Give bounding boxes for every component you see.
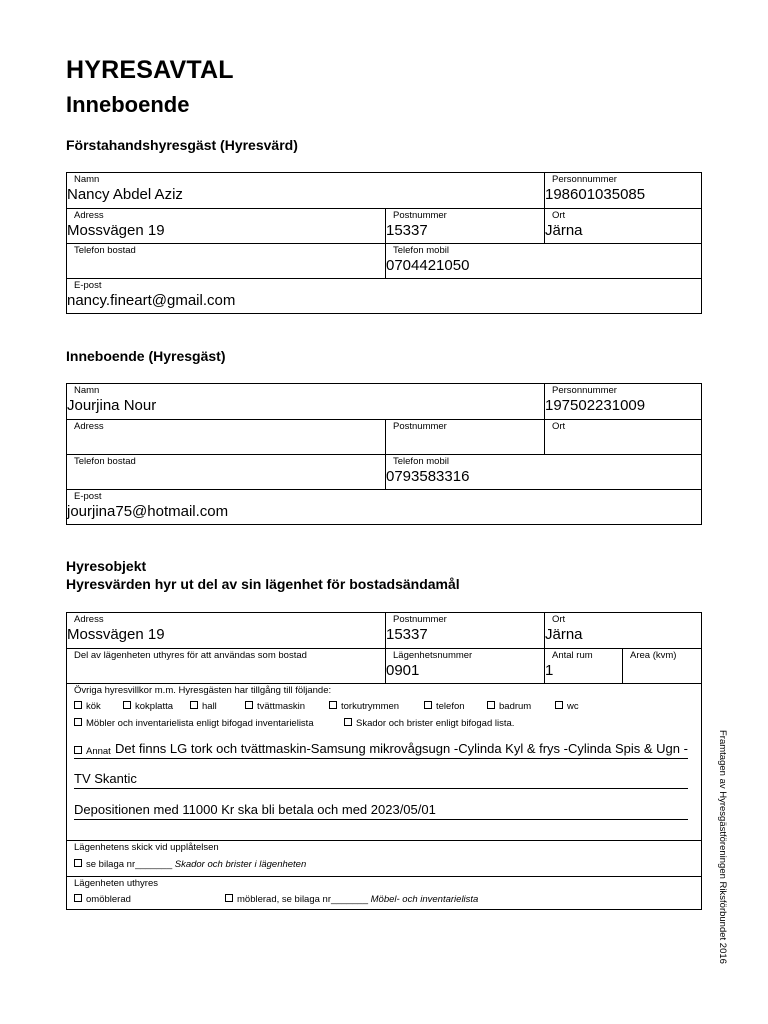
checkbox-icon	[329, 701, 337, 709]
object-ort-cell[interactable]	[544, 613, 701, 648]
option-row2-0[interactable]	[74, 718, 314, 729]
label-telefon-bostad: Telefon bostad	[74, 456, 136, 467]
tenant-name: Jourjina Nour	[67, 397, 157, 414]
label-epost: E-post	[74, 280, 102, 291]
landlord-heading: Förstahandshyresgäst (Hyresvärd)	[66, 137, 298, 153]
option-label: badrum	[499, 701, 532, 712]
checkbox-icon	[344, 718, 352, 726]
landlord-name-cell[interactable]	[67, 173, 544, 208]
annat-option[interactable]	[74, 746, 111, 757]
skick-italic: Skador och brister i lägenheten	[174, 859, 307, 870]
object-lagenhetsnummer: 0901	[386, 662, 420, 679]
label-epost: E-post	[74, 491, 102, 502]
annat-line-2: TV Skantic	[74, 771, 137, 786]
label-personnummer: Personnummer	[552, 174, 617, 185]
label-ort: Ort	[552, 421, 566, 432]
label-personnummer: Personnummer	[552, 385, 617, 396]
checkbox-icon	[74, 718, 82, 726]
tenant-address-cell[interactable]	[67, 420, 385, 454]
option-3[interactable]	[245, 701, 305, 712]
landlord-personnummer-cell[interactable]	[544, 173, 701, 208]
label-ort: Ort	[552, 210, 566, 221]
label-adress: Adress	[74, 421, 104, 432]
option-label: Skador och brister enligt bifogad lista.	[356, 718, 515, 729]
skick-label: Lägenhetens skick vid upplåtelsen	[74, 842, 219, 853]
option-2[interactable]	[190, 701, 217, 712]
label-telefon-bostad: Telefon bostad	[74, 245, 136, 256]
divider	[74, 758, 688, 759]
object-ort: Järna	[545, 626, 583, 643]
object-antal-rum: 1	[545, 662, 554, 679]
tenant-ort-cell[interactable]	[544, 420, 701, 454]
uthyres-block	[67, 876, 701, 909]
annat-line-1: Det finns LG tork och tvättmaskin-Samsung mikrovågsugn -Cylinda Kyl & frys -Cylinda Spis & Ugn -	[115, 741, 688, 756]
object-lagenhetsnummer-cell[interactable]	[385, 649, 544, 683]
option-label: torkutrymmen	[341, 701, 400, 712]
object-address: Mossvägen 19	[67, 626, 165, 643]
object-table	[66, 612, 702, 910]
tenant-telefon-mobil-cell[interactable]	[385, 455, 701, 489]
option-6[interactable]	[487, 701, 531, 712]
option-7[interactable]	[555, 701, 579, 712]
label-ort: Ort	[552, 614, 566, 625]
tenant-heading: Inneboende (Hyresgäst)	[66, 348, 226, 364]
annat-line-3: Depositionen med 11000 Kr ska bli betala och med 2023/05/01	[74, 802, 436, 817]
label-lagenhetsnummer: Lägenhetsnummer	[393, 650, 473, 661]
option-0[interactable]	[74, 701, 101, 712]
object-address-cell[interactable]	[67, 613, 385, 648]
tenant-epost-cell[interactable]	[67, 490, 701, 524]
option-label: kokplatta	[135, 701, 174, 712]
checkbox-icon	[74, 894, 82, 902]
option-1[interactable]	[123, 701, 173, 712]
document-title: HYRESAVTAL	[66, 56, 234, 84]
object-antal-rum-cell[interactable]	[544, 649, 622, 683]
label-antal-rum: Antal rum	[552, 650, 593, 661]
moblerad-text: möblerad, se bilaga nr_______	[237, 894, 368, 905]
villkor-block	[67, 683, 701, 840]
landlord-table	[66, 172, 702, 314]
divider	[74, 788, 688, 789]
landlord-ort: Järna	[545, 222, 583, 239]
label-postnummer: Postnummer	[393, 210, 447, 221]
landlord-address-cell[interactable]	[67, 209, 385, 243]
label-adress: Adress	[74, 210, 104, 221]
option-row2-1[interactable]	[344, 718, 514, 729]
tenant-telefon-mobil: 0793583316	[386, 468, 470, 485]
option-label: wc	[567, 701, 579, 712]
label-namn: Namn	[74, 174, 100, 185]
landlord-telefon-mobil-cell[interactable]	[385, 244, 701, 278]
option-4[interactable]	[329, 701, 399, 712]
landlord-telefon-mobil: 0704421050	[386, 257, 470, 274]
checkbox-icon	[487, 701, 495, 709]
annat-label: Annat	[86, 746, 111, 757]
omoblerad-text: omöblerad	[86, 894, 131, 905]
object-postnummer-cell[interactable]	[385, 613, 544, 648]
landlord-postnummer-cell[interactable]	[385, 209, 544, 243]
checkbox-icon	[190, 701, 198, 709]
side-credit: Framtagen av Hyresgästföreningen Riksförbundet 2016	[717, 730, 728, 964]
object-area-cell[interactable]	[622, 649, 701, 683]
checkbox-icon	[123, 701, 131, 709]
villkor-label: Övriga hyresvillkor m.m. Hyresgästen har tillgång till följande:	[74, 685, 332, 696]
option-label: tvättmaskin	[257, 701, 306, 712]
moblerad-option[interactable]	[225, 894, 478, 905]
checkbox-icon	[74, 701, 82, 709]
landlord-ort-cell[interactable]	[544, 209, 701, 243]
landlord-telefon-bostad-cell[interactable]	[67, 244, 385, 278]
option-label: kök	[86, 701, 101, 712]
option-label: hall	[202, 701, 217, 712]
label-telefon-mobil: Telefon mobil	[393, 456, 449, 467]
label-namn: Namn	[74, 385, 100, 396]
landlord-epost-cell[interactable]	[67, 279, 701, 313]
tenant-name-cell[interactable]	[67, 384, 544, 419]
divider	[74, 819, 688, 820]
landlord-address: Mossvägen 19	[67, 222, 165, 239]
label-telefon-mobil: Telefon mobil	[393, 245, 449, 256]
checkbox-icon	[225, 894, 233, 902]
tenant-table	[66, 383, 702, 525]
checkbox-icon	[424, 701, 432, 709]
landlord-name: Nancy Abdel Aziz	[67, 186, 183, 203]
tenant-telefon-bostad-cell[interactable]	[67, 455, 385, 489]
document-subtitle: Inneboende	[66, 92, 190, 117]
uthyres-label: Lägenheten uthyres	[74, 878, 158, 889]
omoblerad-option[interactable]	[74, 894, 131, 905]
label-postnummer: Postnummer	[393, 614, 447, 625]
tenant-epost: jourjina75@hotmail.com	[67, 503, 229, 520]
skick-option[interactable]	[74, 859, 306, 870]
object-heading: Hyresobjekt	[66, 558, 147, 574]
checkbox-icon	[245, 701, 253, 709]
option-label: Möbler och inventarielista enligt bifogad inventarielista	[86, 718, 314, 729]
label-adress: Adress	[74, 614, 104, 625]
option-5[interactable]	[424, 701, 465, 712]
checkbox-icon	[74, 746, 82, 754]
moblerad-italic: Möbel- och inventarielista	[370, 894, 479, 905]
checkbox-icon	[555, 701, 563, 709]
option-label: telefon	[436, 701, 465, 712]
landlord-epost: nancy.fineart@gmail.com	[67, 292, 236, 309]
object-del-cell[interactable]	[67, 649, 385, 683]
landlord-postnummer: 15337	[386, 222, 428, 239]
landlord-personnummer: 198601035085	[545, 186, 646, 203]
object-subheading: Hyresvärden hyr ut del av sin lägenhet för bostadsändamål	[66, 576, 460, 592]
label-del: Del av lägenheten uthyres för att användas som bostad	[74, 650, 307, 661]
checkbox-icon	[74, 859, 82, 867]
label-area: Area (kvm)	[630, 650, 677, 661]
skick-option-text: se bilaga nr_______	[86, 859, 173, 870]
label-postnummer: Postnummer	[393, 421, 447, 432]
tenant-personnummer: 197502231009	[545, 397, 646, 414]
tenant-postnummer-cell[interactable]	[385, 420, 544, 454]
skick-block	[67, 840, 701, 876]
tenant-personnummer-cell[interactable]	[544, 384, 701, 419]
object-postnummer: 15337	[386, 626, 428, 643]
